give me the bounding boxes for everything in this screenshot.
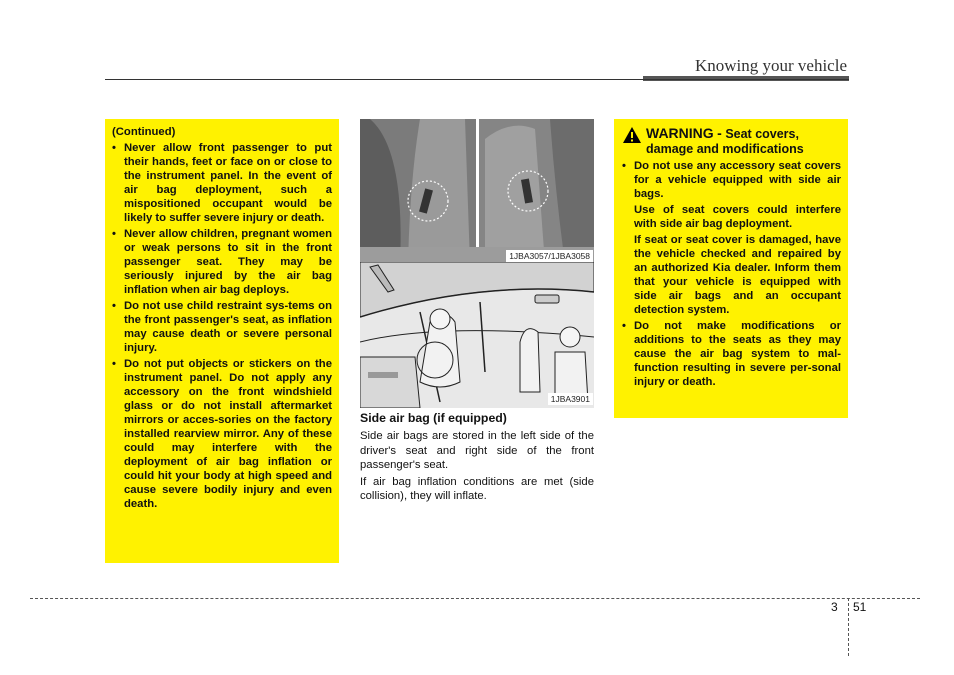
list-item: • Never allow children, pregnant women or weak persons to sit in the front passenger seat. They may be seriously injured by the air bag inflation when air bag deploys. [112, 227, 332, 297]
car-interior-illustration [360, 262, 594, 408]
list-item: • Never allow front passenger to put their hands, feet or face on or close to the instrument panel. In the event of air bag deployment, such a mispositioned occupant would be likely to suffer severe injury or death. [112, 141, 332, 225]
section-body [360, 429, 594, 506]
car-interior-image [360, 262, 594, 408]
paragraph: Side air bags are stored in the left side of the driver's seat and right side of the front passenger's seat. [360, 430, 594, 471]
section-heading: Side air bag (if equipped) [360, 411, 507, 425]
list-item-text: Do not use any accessory seat covers for a vehicle equipped with side air bags. [634, 160, 841, 200]
footer-rule [30, 598, 920, 599]
warning-title [646, 126, 841, 157]
list-item: • Do not make modifications or additions to the seats as they may cause the air bag system to mal-function resulting in severe per-sonal injury or death. [622, 319, 841, 389]
left-warning-list [112, 141, 332, 511]
right-warning-list [622, 159, 841, 201]
paragraph: Use of seat covers could interfere with side air bag deployment. [634, 204, 841, 230]
list-item [622, 159, 841, 201]
warning-triangle-icon [622, 126, 642, 144]
seat-airbag-illustration [360, 119, 594, 264]
warning-header [622, 126, 841, 157]
image-code-label: 1JBA3901 [548, 393, 593, 405]
header-rule [105, 79, 849, 80]
list-item: • Do not use child restraint sys-tems on the front passenger's seat, as inflation may cause death or severe personal injury. [112, 299, 332, 355]
right-warning-list [622, 319, 841, 389]
left-warning-box [105, 119, 339, 563]
list-item: • Do not put objects or stickers on the instrument panel. Do not apply any accessory on the front windshield glass or do not install aftermarket mirrors or acces-sories on the factory installed rearview mirror. Any of these could may interfere with the deployment of air bag inflation or could hit your body at high speed and cause severe bodily injury and even death. [112, 357, 332, 511]
chapter-number: 3 [831, 600, 838, 614]
paragraph: If seat or seat cover is damaged, have the vehicle checked and repaired by an authorized Kia dealer. Inform them that your vehicle is equipped with side air bags and an occupant detection system. [634, 234, 841, 316]
seat-airbag-image [360, 119, 594, 264]
paragraph: If air bag inflation conditions are met (side collision), they will inflate. [360, 475, 594, 502]
image-code-label: 1JBA3057/1JBA3058 [506, 250, 593, 262]
warning-dash: - [717, 125, 722, 141]
warning-subject: Seat covers, damage and modifications [646, 127, 804, 156]
page-number: 51 [853, 600, 867, 614]
footer-divider [848, 598, 849, 656]
warning-word: WARNING [646, 125, 714, 141]
right-warning-box [614, 119, 848, 418]
continued-label: (Continued) [112, 126, 176, 138]
page-header-title: Knowing your vehicle [694, 56, 847, 75]
